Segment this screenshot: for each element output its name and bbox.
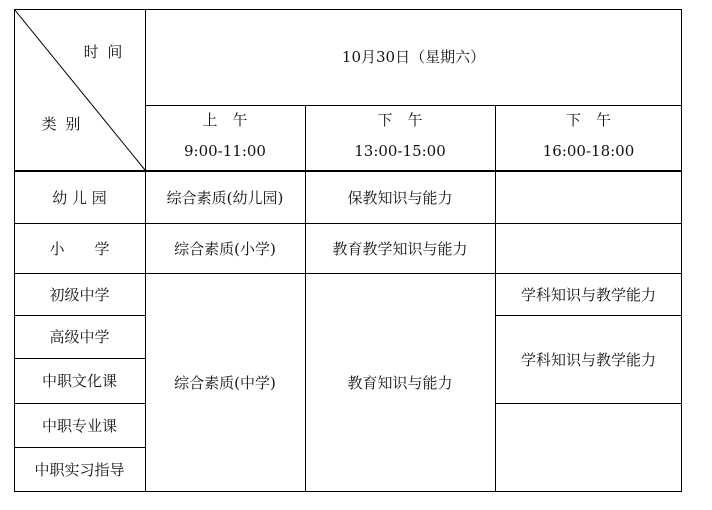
cell-primary-morning: 综合素质(小学) bbox=[174, 239, 276, 258]
category-junior-middle: 初级中学 bbox=[49, 285, 110, 304]
category-vocational-culture: 中职文化课 bbox=[41, 372, 117, 390]
header-date: 10月30日（星期六） bbox=[341, 47, 486, 66]
cell-senior-middle-afternoon2: 学科知识与教学能力 bbox=[520, 350, 656, 369]
cell-middle-afternoon1: 教育知识与能力 bbox=[347, 373, 453, 392]
cell-kindergarten-morning: 综合素质(幼儿园) bbox=[166, 188, 284, 207]
table-border-right bbox=[681, 9, 682, 492]
category-primary: 小 学 bbox=[49, 239, 110, 258]
cell-primary-afternoon1: 教育教学知识与能力 bbox=[332, 239, 468, 258]
header-session-1-time: 9:00-11:00 bbox=[184, 142, 266, 160]
header-session-1-period: 上 午 bbox=[202, 110, 248, 129]
header-session-3-period: 下 午 bbox=[565, 110, 611, 129]
cell-kindergarten-afternoon1: 保教知识与能力 bbox=[347, 188, 453, 207]
category-senior-middle: 高级中学 bbox=[49, 328, 110, 346]
category-vocational-practice: 中职实习指导 bbox=[34, 460, 125, 479]
header-session-2-period: 下 午 bbox=[377, 110, 423, 129]
category-kindergarten: 幼 儿 园 bbox=[52, 188, 107, 207]
cell-middle-morning: 综合素质(中学) bbox=[174, 373, 276, 392]
header-session-3-time: 16:00-18:00 bbox=[542, 142, 635, 160]
header-time-label: 时 间 bbox=[83, 42, 125, 61]
header-session-2-time: 13:00-15:00 bbox=[354, 142, 446, 160]
row-line-right-4 bbox=[495, 403, 682, 404]
exam-schedule-table bbox=[14, 9, 682, 492]
category-vocational-major: 中职专业课 bbox=[41, 416, 117, 435]
header-diagonal-line bbox=[14, 9, 146, 171]
cell-junior-middle-afternoon2: 学科知识与教学能力 bbox=[520, 285, 656, 304]
row-line-right-1 bbox=[495, 223, 682, 224]
table-border-bottom bbox=[14, 491, 682, 492]
header-category-label: 类 别 bbox=[41, 114, 83, 133]
header-date-divider bbox=[145, 105, 682, 106]
